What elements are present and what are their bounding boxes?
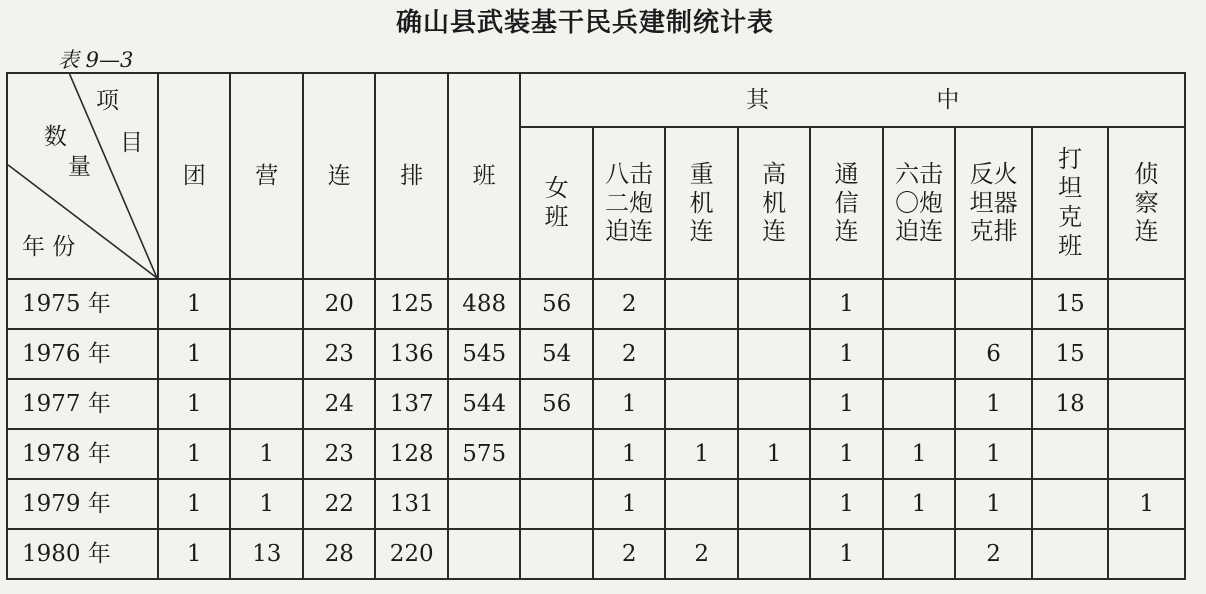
table-cell: 6: [955, 329, 1032, 379]
table-row: [7, 329, 1185, 379]
table-cell: 1: [158, 529, 230, 579]
table-cell: 1: [158, 379, 230, 429]
corner-label-year: 年 份: [22, 234, 76, 260]
table-cell: 1: [665, 429, 737, 479]
table-cell: [883, 329, 955, 379]
col-header-pai: 排: [375, 73, 447, 279]
table-cell: 15: [1032, 279, 1109, 329]
sub-header-60-mortar: 六击 〇炮 迫连: [883, 127, 955, 279]
table-row: [7, 429, 1185, 479]
sub-header-aa-mg: 高 机 连: [738, 127, 810, 279]
table-cell: [1108, 329, 1185, 379]
page-title: 确山县武装基干民兵建制统计表: [395, 8, 774, 38]
row-year-cell: 1979 年: [7, 479, 158, 529]
table-cell: 2: [593, 279, 665, 329]
table-cell: 488: [448, 279, 520, 329]
table-cell: [665, 379, 737, 429]
table-cell: [448, 529, 520, 579]
table-cell: 1: [158, 429, 230, 479]
table-cell: 131: [375, 479, 447, 529]
table-cell: [230, 329, 302, 379]
col-header-ban: 班: [448, 73, 520, 279]
table-cell: 54: [520, 329, 592, 379]
col-header-tuan: 团: [158, 73, 230, 279]
table-cell: 1: [738, 429, 810, 479]
header-row-1: [7, 73, 1185, 127]
table-cell: [738, 379, 810, 429]
sub-header-recon: 侦 察 连: [1108, 127, 1185, 279]
corner-label-liang: 量: [68, 154, 91, 180]
table-cell: 1: [158, 479, 230, 529]
table-cell: 1: [593, 429, 665, 479]
table-cell: [520, 529, 592, 579]
table-cell: 1: [955, 429, 1032, 479]
table-row: [7, 379, 1185, 429]
table-cell: 136: [375, 329, 447, 379]
table-cell: [665, 329, 737, 379]
table-cell: 1: [1108, 479, 1185, 529]
col-header-lian: 连: [303, 73, 375, 279]
table-cell: 1: [593, 479, 665, 529]
sub-header-nuban: 女 班: [520, 127, 592, 279]
table-cell: 28: [303, 529, 375, 579]
table-row: [7, 529, 1185, 579]
table-cell: 23: [303, 329, 375, 379]
table-cell: 56: [520, 279, 592, 329]
corner-label-mu: 目: [120, 130, 143, 156]
table-cell: 2: [955, 529, 1032, 579]
table-cell: 1: [158, 329, 230, 379]
table-cell: 2: [593, 529, 665, 579]
table-cell: 1: [955, 479, 1032, 529]
row-year-cell: 1977 年: [7, 379, 158, 429]
table-cell: 220: [375, 529, 447, 579]
corner-label-shu: 数: [44, 124, 67, 150]
table-cell: 575: [448, 429, 520, 479]
table-cell: [665, 279, 737, 329]
table-cell: 1: [883, 429, 955, 479]
table-cell: 1: [883, 479, 955, 529]
table-cell: 125: [375, 279, 447, 329]
table-cell: [520, 429, 592, 479]
table-cell: 1: [810, 329, 882, 379]
table-cell: [955, 279, 1032, 329]
table-cell: 544: [448, 379, 520, 429]
table-cell: 1: [810, 479, 882, 529]
table-cell: 22: [303, 479, 375, 529]
table-cell: [883, 379, 955, 429]
table-cell: [738, 479, 810, 529]
table-cell: 1: [230, 429, 302, 479]
table-cell: [1108, 429, 1185, 479]
table-cell: [230, 379, 302, 429]
table-cell: [883, 279, 955, 329]
table-cell: [1032, 479, 1109, 529]
table-cell: [448, 479, 520, 529]
table-cell: 23: [303, 429, 375, 479]
table-cell: 24: [303, 379, 375, 429]
table-cell: 15: [1032, 329, 1109, 379]
table-cell: 128: [375, 429, 447, 479]
table-cell: 56: [520, 379, 592, 429]
table-cell: [230, 279, 302, 329]
table-cell: 1: [158, 279, 230, 329]
sub-header-antitank-platoon: 反火 坦器 克排: [955, 127, 1032, 279]
table-cell: 545: [448, 329, 520, 379]
sub-header-signal: 通 信 连: [810, 127, 882, 279]
table-cell: [665, 479, 737, 529]
group-header-qizhong: 其 中: [520, 73, 1185, 127]
row-year-cell: 1978 年: [7, 429, 158, 479]
row-year-cell: 1976 年: [7, 329, 158, 379]
table-cell: 1: [810, 379, 882, 429]
sub-header-heavy-mg: 重 机 连: [665, 127, 737, 279]
table-cell: 20: [303, 279, 375, 329]
table-row: [7, 479, 1185, 529]
table-cell: 1: [230, 479, 302, 529]
table-row: [7, 279, 1185, 329]
row-year-cell: 1980 年: [7, 529, 158, 579]
table-cell: 18: [1032, 379, 1109, 429]
table-cell: 1: [955, 379, 1032, 429]
militia-statistics-table: [6, 72, 1186, 580]
table-body: [7, 279, 1185, 579]
table-cell: 1: [810, 279, 882, 329]
table-cell: 13: [230, 529, 302, 579]
col-header-ying: 营: [230, 73, 302, 279]
table-cell: 137: [375, 379, 447, 429]
table-cell: 1: [810, 429, 882, 479]
table-cell: [883, 529, 955, 579]
table-cell: [1032, 429, 1109, 479]
table-cell: [1108, 379, 1185, 429]
table-cell: [520, 479, 592, 529]
row-year-cell: 1975 年: [7, 279, 158, 329]
table-cell: 2: [593, 329, 665, 379]
corner-label-xiang: 项: [96, 88, 119, 114]
table-number: 表 9—3: [58, 48, 134, 72]
table-cell: 1: [593, 379, 665, 429]
table-cell: [738, 329, 810, 379]
table-cell: [1108, 529, 1185, 579]
table-cell: 2: [665, 529, 737, 579]
sub-header-82-mortar: 八击 二炮 迫连: [593, 127, 665, 279]
table-cell: [1108, 279, 1185, 329]
table-cell: [738, 279, 810, 329]
table-cell: [1032, 529, 1109, 579]
table-cell: 1: [810, 529, 882, 579]
sub-header-antitank-squad: 打 坦 克 班: [1032, 127, 1109, 279]
table-cell: [738, 529, 810, 579]
corner-header-cell: [7, 73, 158, 279]
